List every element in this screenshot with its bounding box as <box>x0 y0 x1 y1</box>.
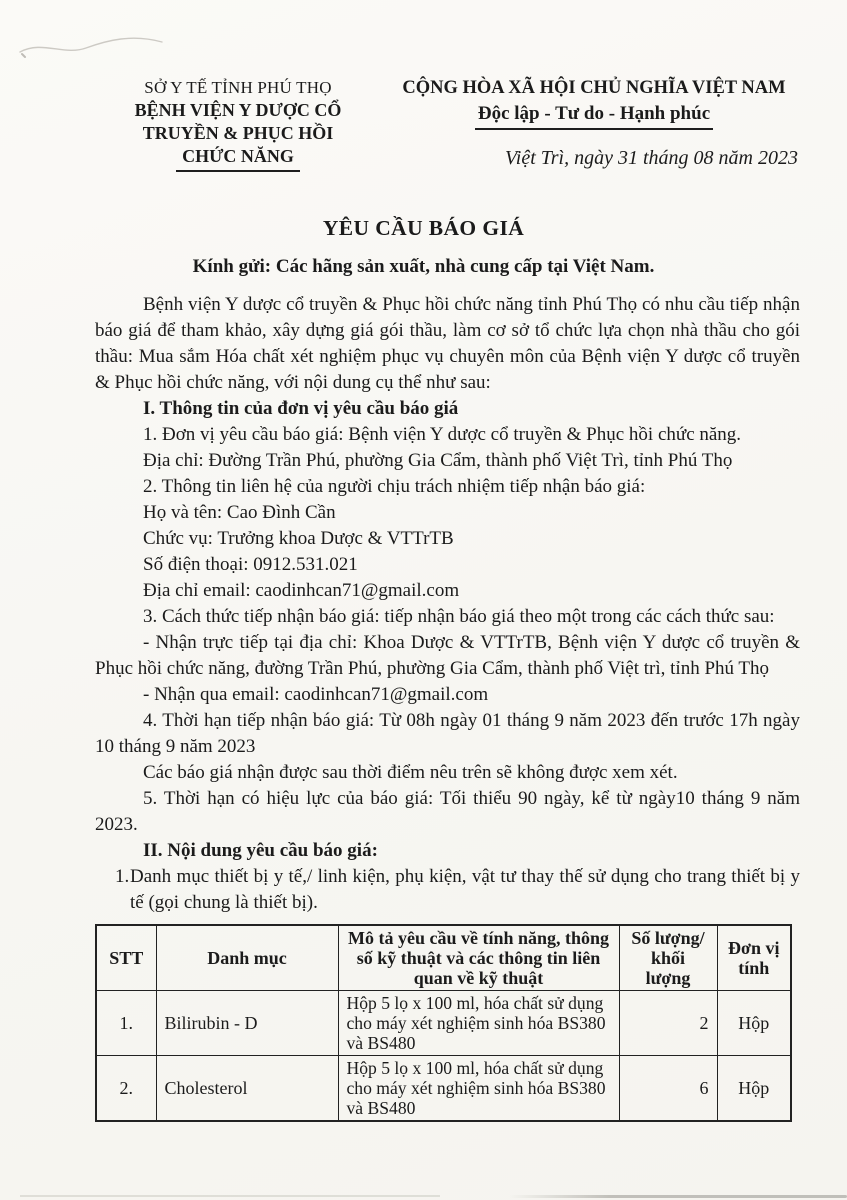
table-row <box>96 991 791 1056</box>
motto-wrap <box>388 103 800 130</box>
hospital-name-line-1: BỆNH VIỆN Y DƯỢC CỔ <box>134 100 342 120</box>
salutation-line: Kính gửi: Các hãng sản xuất, nhà cung cấp tại Việt Nam. <box>192 256 655 277</box>
list-item-text: Danh mục thiết bị y tế,/ linh kiện, phụ kiện, vật tư thay thế sử dụng cho trang thiết bị y tế (gọi chung là thiết bị). <box>130 866 800 913</box>
national-title: CỘNG HÒA XÃ HỘI CHỦ NGHĨA VIỆT NAM <box>402 78 786 98</box>
col-category-header: Danh mục <box>156 925 338 991</box>
quantity-cell: 6 <box>619 1056 717 1122</box>
items-table-wrap <box>0 916 847 1122</box>
items-table <box>95 924 792 1122</box>
section-1-paragraph-via-email: - Nhận qua email: caodinhcan71@gmail.com <box>143 684 489 705</box>
description-cell: Hộp 5 lọ x 100 ml, hóa chất sử dụng cho máy xét nghiệm sinh hóa BS380 và BS480 <box>338 1056 619 1122</box>
col-stt-header: STT <box>96 925 156 991</box>
section-2-list-item <box>95 864 800 916</box>
national-header-block <box>388 76 800 172</box>
section-1-paragraph-late-note: Các báo giá nhận được sau thời điểm nêu trên sẽ không được xem xét. <box>143 762 678 783</box>
section-1-paragraph-deadline: 4. Thời hạn tiếp nhận báo giá: Từ 08h ngày 01 tháng 9 năm 2023 đến trước 17h ngày 10 tháng 9 năm 2023 <box>95 710 800 757</box>
category-cell: Bilirubin - D <box>156 991 338 1056</box>
list-item-number: 1. <box>115 866 130 887</box>
pen-scribble-mark <box>12 26 182 66</box>
unit-cell: Hộp <box>717 1056 791 1122</box>
scan-edge-smudge <box>509 1195 847 1198</box>
intro-paragraph: Bệnh viện Y dược cổ truyền & Phục hồi chức năng tỉnh Phú Thọ có nhu cầu tiếp nhận báo giá để tham khảo, xây dựng giá gói thầu, làm cơ sở tổ chức lựa chọn nhà thầu cho gói thầu: Mua sắm Hóa chất xét nghiệm phục vụ chuyên môn của Bệnh viện Y dược cổ truyền & Phục hồi chức năng, với nội dung cụ thể như sau: <box>95 294 800 393</box>
scan-edge-smudge-left <box>20 1195 440 1197</box>
section-1-paragraph-address: Địa chỉ: Đường Trần Phú, phường Gia Cẩm, thành phố Việt Trì, tỉnh Phú Thọ <box>143 450 733 471</box>
section-1-heading: I. Thông tin của đơn vị yêu cầu báo giá <box>143 398 459 419</box>
hospital-name-line-3: CHỨC NĂNG <box>117 145 359 172</box>
section-1-paragraph-position: Chức vụ: Trưởng khoa Dược & VTTrTB <box>143 528 454 549</box>
section-1-paragraph-unit: 1. Đơn vị yêu cầu báo giá: Bệnh viện Y dược cổ truyền & Phục hồi chức năng. <box>143 424 742 445</box>
stt-cell: 1. <box>96 991 156 1056</box>
section-2-heading: II. Nội dung yêu cầu báo giá: <box>143 840 378 861</box>
col-description-header: Mô tả yêu cầu về tính năng, thông số kỹ thuật và các thông tin liên quan về kỹ thuật <box>338 925 619 991</box>
quantity-cell: 2 <box>619 991 717 1056</box>
category-cell: Cholesterol <box>156 1056 338 1122</box>
place-date-line: Việt Trì, ngày 31 tháng 08 năm 2023 <box>505 147 798 169</box>
table-row <box>96 1056 791 1122</box>
table-header-row <box>96 925 791 991</box>
document-body <box>0 292 847 916</box>
hospital-name-line-2: TRUYỀN & PHỤC HỒI <box>142 123 334 143</box>
section-1-paragraph-methods: 3. Cách thức tiếp nhận báo giá: tiếp nhận báo giá theo một trong các cách thức sau: <box>143 606 775 627</box>
description-cell: Hộp 5 lọ x 100 ml, hóa chất sử dụng cho máy xét nghiệm sinh hóa BS380 và BS480 <box>338 991 619 1056</box>
col-unit-header: Đơn vị tính <box>717 925 791 991</box>
section-1-paragraph-direct: - Nhận trực tiếp tại địa chỉ: Khoa Dược & VTTrTB, Bệnh viện Y dược cổ truyền & Phục hồi chức năng, đường Trần Phú, phường Gia Cẩm, thành phố Việt trì, tỉnh Phú Thọ <box>95 632 800 679</box>
issuing-org-block <box>117 76 359 172</box>
col-quantity-header: Số lượng/ khối lượng <box>619 925 717 991</box>
national-motto: Độc lập - Tư do - Hạnh phúc <box>475 103 713 130</box>
unit-cell: Hộp <box>717 991 791 1056</box>
section-1-paragraph-validity: 5. Thời hạn có hiệu lực của báo giá: Tối thiểu 90 ngày, kể từ ngày10 tháng 9 năm 2023. <box>95 788 800 835</box>
issuing-department: SỞ Y TẾ TỈNH PHÚ THỌ <box>144 78 332 97</box>
section-1-paragraph-phone: Số điện thoại: 0912.531.021 <box>143 554 358 575</box>
section-1-paragraph-fullname: Họ và tên: Cao Đình Cần <box>143 502 336 523</box>
section-1-paragraph-email: Địa chỉ email: caodinhcan71@gmail.com <box>143 580 460 601</box>
section-1-paragraph-contact: 2. Thông tin liên hệ của người chịu trách nhiệm tiếp nhận báo giá: <box>143 476 646 497</box>
document-title: YÊU CẦU BÁO GIÁ <box>322 216 525 240</box>
stt-cell: 2. <box>96 1056 156 1122</box>
